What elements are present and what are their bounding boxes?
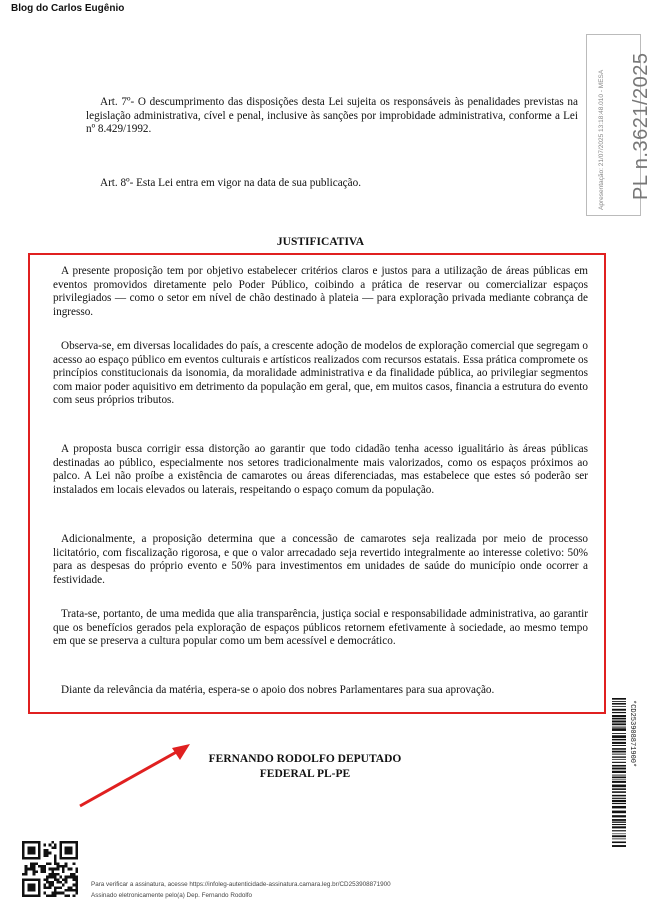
signed-by-text: Assinado eletronicamente pelo(a) Dep. Fernando Rodolfo: [91, 892, 253, 899]
verification-text: Para verificar a assinatura, acesse https://infoleg-autenticidade-assinatura.camara.leg.br/CD253908871900: [91, 881, 391, 888]
barcode-text: *CD253908871900*: [628, 700, 636, 768]
signature-line-2: FEDERAL PL-PE: [259, 768, 351, 780]
justification-paragraph-6: Diante da relevância da matéria, espera-se o apoio dos nobres Parlamentares para sua aprovação.: [61, 684, 495, 696]
justification-paragraph-4: Adicionalmente, a proposição determina que a concessão de camarotes seja realizada por meio de processo licitatório, com fiscalização rigorosa, e que o valor arrecadado seja revertido integralmente ao interesse coletivo: 50% para as despesas do próprio evento e 50% para investimentos em unidades de saúde do município onde ocorrer a festividade.: [53, 533, 588, 586]
justification-paragraph-2: Observa-se, em diversas localidades do país, a crescente adoção de modelos de exploração comercial que segregam o acesso ao espaço público em eventos culturais e artísticos realizados com recursos estatais. Essa prática compromete os princípios constitucionais da isonomia, da moralidade administrativa e da finalidade pública, ao privilegiar segmentos com maior poder aquisitivo em detrimento da população em geral, que, em muitos casos, financia a estrutura do evento com seus próprios tributos.: [53, 340, 588, 406]
justification-paragraph-3: A proposta busca corrigir essa distorção ao garantir que todo cidadão tenha acesso igualitário às áreas públicas destinadas ao público, especialmente nos setores tradicionalmente mais valorizados, como os espaços próximos ao palco. A Lei não proíbe a existência de camarotes ou áreas diferenciadas, mas estabelece que estes só poderão ser instalados em locais elevados ou laterais, respeitando o espaço comum da população.: [53, 443, 588, 496]
presentation-date: Apresentação: 21/07/2025 13:18:48.010 - MESA: [598, 69, 605, 210]
signature-line-1: FERNANDO RODOLFO DEPUTADO: [208, 753, 402, 765]
justification-paragraph-1: A presente proposição tem por objetivo estabelecer critérios claros e justos para a utilização de áreas públicas em eventos promovidos diretamente pelo Poder Público, coibindo a prática de reservar ou comercializar espaços privilegiados — como o setor em nível de chão destinado à plateia — para exploração privada mediante cobrança de ingresso.: [53, 265, 588, 318]
bill-number: PL n.3621/2025: [630, 52, 652, 200]
red-arrow-icon: [76, 740, 196, 810]
article-8: Art. 8º- Esta Lei entra em vigor na data de sua publicação.: [100, 177, 361, 189]
blog-watermark: Blog do Carlos Eugênio: [11, 3, 125, 14]
justification-paragraph-5: Trata-se, portanto, de uma medida que alia transparência, justiça social e responsabilidade administrativa, ao garantir que os benefícios gerados pela exploração de espaços públicos retornem efetivamente à sociedade, ao mesmo tempo em que se preserva a cultura popular como um bem acessível e democrático.: [53, 608, 588, 647]
article-7: Art. 7º- O descumprimento das disposições desta Lei sujeita os responsáveis às penalidades previstas na legislação administrativa, cível e penal, inclusive às sanções por improbidade administrativa, conforme a Lei nº 8.429/1992.: [86, 96, 578, 135]
justification-title: JUSTIFICATIVA: [276, 236, 365, 248]
qr-code-icon: [22, 841, 78, 897]
barcode-icon: [612, 698, 626, 848]
